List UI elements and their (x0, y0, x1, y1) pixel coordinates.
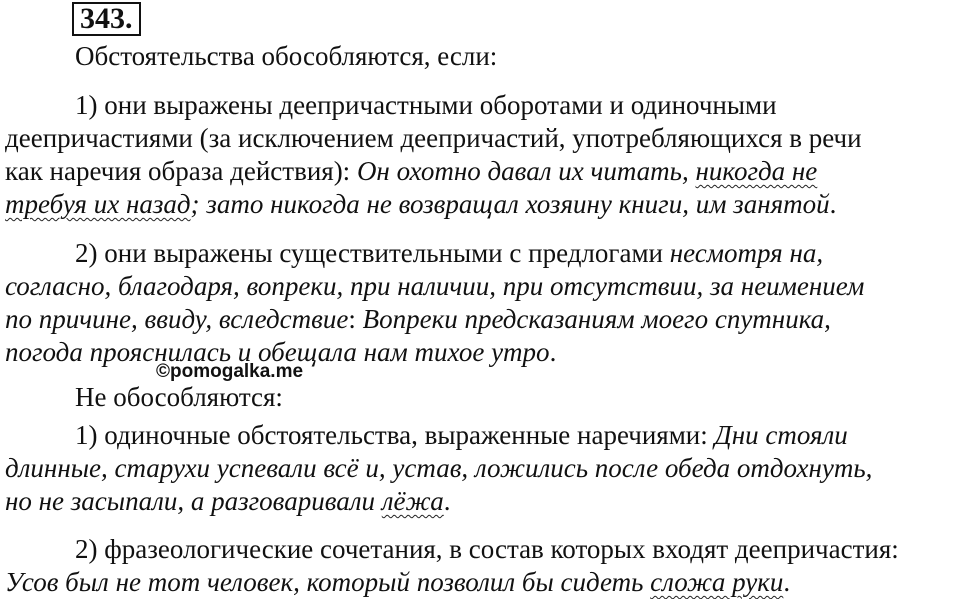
rule-2-colon: : (348, 304, 363, 334)
rule-1-line-3 (5, 154, 817, 188)
exception-2-period: . (783, 567, 791, 597)
rule-1-underlined-cont: требуя их назад (5, 189, 191, 219)
rule-1-underlined: никогда не (695, 156, 818, 186)
rule-1-period: . (829, 189, 837, 219)
rule-2-line-1 (75, 236, 823, 270)
rule-2-period: . (549, 337, 557, 367)
rule-2-prepositions: несмотря на, (669, 238, 824, 268)
not-isolated-heading: Не обособляются: (75, 382, 283, 412)
rule-2-line-2: согласно, благодаря, вопреки, при наличии, при отсутствии, за неимением (5, 271, 865, 301)
rule-2-line-3 (5, 302, 831, 336)
rule-1-text: как наречия образа действия): (5, 156, 357, 186)
exception-1-line-3 (5, 484, 451, 518)
exercise-number: 343. (72, 2, 141, 36)
exception-2-line-2 (5, 565, 790, 599)
rule-2-example-cont: погода прояснилась и обещала нам тихое утро (5, 337, 550, 367)
rule-1-example-cont: ; зато никогда не возвращал хозяину книги, им занятой (190, 189, 830, 219)
exception-2-line-1: 2) фразеологические сочетания, в состав которых входят деепричастия: (75, 534, 899, 564)
exception-1-example: Дни стояли (714, 420, 848, 450)
exception-2-underlined: сложа руки (650, 567, 784, 597)
exception-1-line-1 (75, 418, 848, 452)
exception-2-example: Усов был не тот человек, который позволил бы сидеть (5, 567, 651, 597)
rule-1-line-1: 1) они выражены деепричастными оборотами и одиночными (75, 90, 777, 120)
exception-1-example-cont: но не засыпали, а разговаривали (5, 486, 382, 516)
exception-1-text: 1) одиночные обстоятельства, выраженные наречиями: (75, 420, 715, 450)
rule-2-text: 2) они выражены существительными с предлогами (75, 238, 670, 268)
rule-1-line-2: деепричастиями (за исключением деепричастий, употребляющихся в речи (5, 123, 862, 153)
intro-line: Обстоятельства обособляются, если: (75, 41, 498, 71)
rule-2-prepositions-cont: по причине, ввиду, вследствие (5, 304, 349, 334)
rule-2-example: Вопреки предсказаниям моего спутника, (362, 304, 831, 334)
exception-1-line-2: длинные, старухи успевали всё и, устав, ложились после обеда отдохнуть, (5, 453, 873, 483)
exception-1-underlined: лёжа (381, 486, 444, 516)
exception-1-period: . (443, 486, 451, 516)
watermark: ©pomogalka.me (156, 361, 304, 382)
rule-1-line-4 (5, 187, 836, 221)
rule-1-example: Он охотно давал их читать, (356, 156, 696, 186)
